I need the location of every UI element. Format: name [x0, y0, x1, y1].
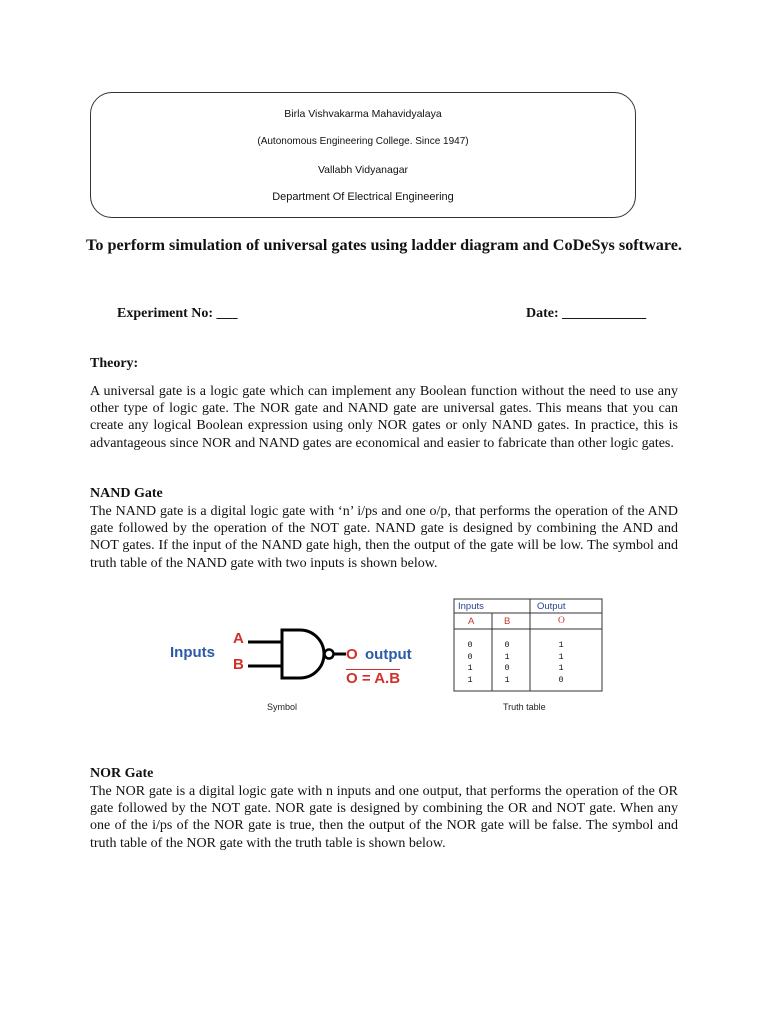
institution-subtitle: (Autonomous Engineering College. Since 1947): [257, 136, 469, 147]
table-cell: 0: [504, 663, 510, 673]
output-o-label: O: [346, 646, 358, 663]
table-cell: 0: [504, 640, 510, 650]
institution-header-box: [90, 92, 636, 218]
truth-table-col-b: B: [504, 616, 511, 627]
department-name: Department Of Electrical Engineering: [272, 191, 454, 203]
inputs-label: Inputs: [170, 644, 215, 661]
nand-heading: NAND Gate: [90, 486, 163, 501]
table-cell: 1: [504, 674, 510, 685]
experiment-number: Experiment No: ___: [117, 306, 238, 321]
symbol-caption: Symbol: [267, 702, 298, 712]
table-cell: 1: [467, 674, 473, 685]
truth-table-inputs-header: Inputs: [458, 601, 484, 612]
table-cell: 0: [467, 640, 473, 650]
table-cell: 0: [467, 651, 473, 662]
table-cell: 0: [558, 674, 564, 685]
truth-table-column-o: [554, 640, 568, 686]
experiment-title: To perform simulation of universal gates using ladder diagram and CoDeSys software.: [86, 236, 682, 254]
institution-name: Birla Vishvakarma Mahavidyalaya: [284, 108, 442, 120]
nor-paragraph: The NOR gate is a digital logic gate with n inputs and one output, that performs the operation of the OR gate followed by the NOT gate. NOR gate is designed by combining the OR and NOT gate. When any one of the i/ps of the NOR gate is true, then the output of the NOR gate will be false. The symbol and truth table of the NOR gate with the truth table is shown below.: [90, 784, 678, 851]
institution-city: Vallabh Vidyanagar: [317, 164, 409, 176]
nand-expression: [346, 670, 400, 687]
theory-paragraph: A universal gate is a logic gate which can implement any Boolean function without the need to use any other type of logic gate. The NOR gate and NAND gate are universal gates. This means that you can create any logical Boolean expression using only NOR gates or only NAND gates. In practice, this is advantageous since NOR and NAND gates are economical and easier to fabricate than other logic gates.: [90, 384, 678, 451]
truth-table-output-header: Output: [537, 601, 566, 612]
input-b-label: B: [233, 656, 244, 673]
nand-paragraph: The NAND gate is a digital logic gate with ‘n’ i/ps and one o/p, that performs the operation of the AND gate followed by the operation of the NOT gate. NAND gate is designed by combining the AND and NOT gates. If the input of the NAND gate high, then the output of the gate will be low. The symbol and truth table of the NAND gate with two inputs is shown below.: [90, 504, 678, 571]
truth-table-column-a: [463, 640, 477, 686]
experiment-date: Date: ____________: [526, 306, 647, 321]
table-cell: 1: [467, 663, 473, 673]
truth-table-column-b: [500, 640, 514, 686]
truth-table-caption: Truth table: [503, 702, 546, 712]
table-cell: 1: [504, 651, 510, 662]
nand-expression-text: O = A.B: [346, 670, 401, 687]
nand-symbol-figure: [160, 622, 430, 712]
theory-heading: Theory:: [90, 356, 139, 371]
truth-table-col-a: A: [468, 616, 475, 627]
nand-gate-icon: [248, 626, 348, 682]
truth-table-col-o: O: [558, 616, 565, 626]
output-label: output: [365, 646, 412, 663]
table-cell: 1: [558, 640, 564, 650]
table-cell: 1: [558, 663, 564, 673]
nor-heading: NOR Gate: [90, 766, 154, 781]
table-cell: 1: [558, 651, 564, 662]
input-a-label: A: [233, 630, 244, 647]
